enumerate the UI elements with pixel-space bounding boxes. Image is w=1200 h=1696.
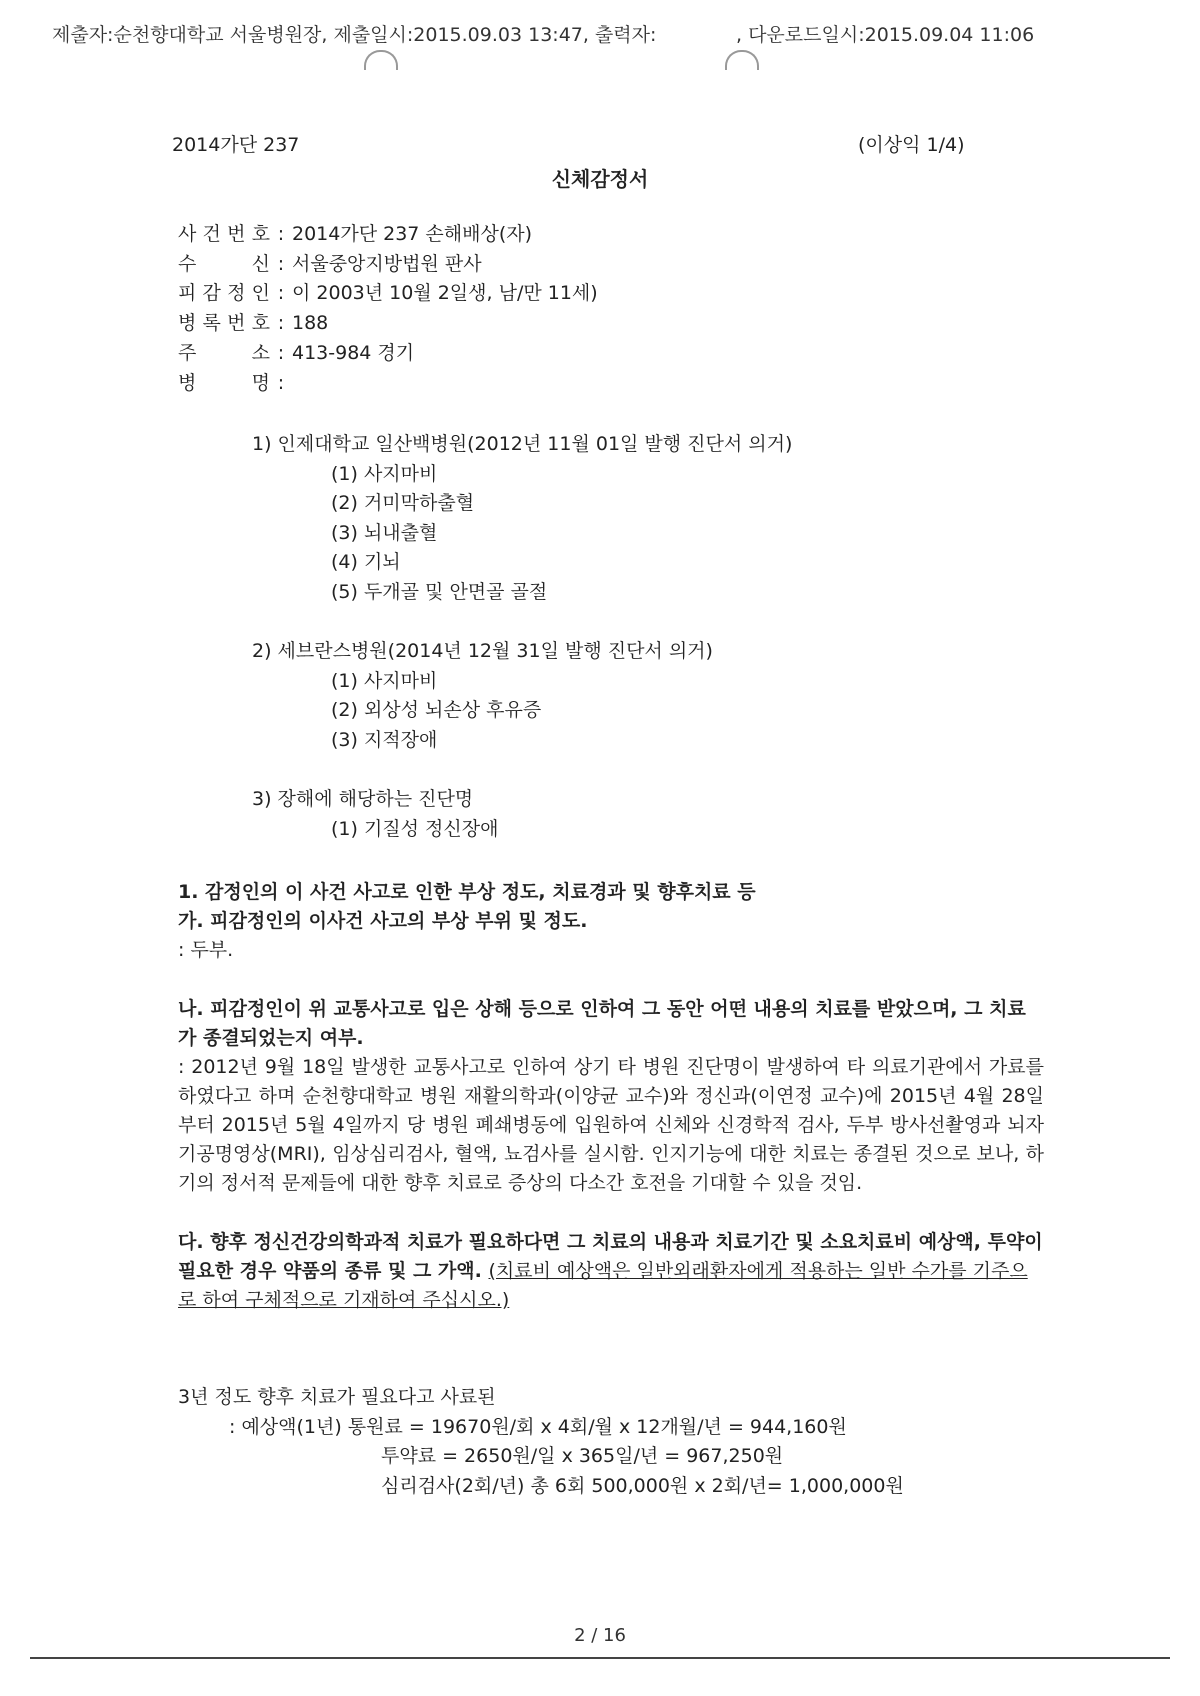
diagnosis-group [252, 637, 792, 755]
diagnosis-group [252, 430, 792, 607]
section-title: 나. 피감정인이 위 교통사고로 입은 상해 등으로 인하여 그 동안 어떤 내용의 치료를 받았으며, 그 치료가 종결되었는지 여부. [178, 998, 1026, 1049]
field-value: 2014가단 237 손해배상(자) [292, 223, 533, 245]
field-value: 서울중앙지방법원 판사 [292, 252, 482, 275]
diagnosis-list [252, 430, 792, 874]
list-item: (4) 기뇌 [331, 551, 401, 573]
field-key: 사 건 번 호 [178, 223, 270, 245]
bottom-divider [30, 1657, 1170, 1659]
section-title-text: 다. 향후 정신건강의학과적 치료가 필요하다면 그 치료의 내용과 치료기간 및 소요치료비 예상액, 투약이 필요한 경우 약품의 종류 및 그 가액. [178, 1231, 1043, 1282]
field-row: 병 명 : [178, 369, 598, 399]
field-key: 피 감 정 인 [178, 282, 270, 305]
download-info: , 다운로드일시:2015.09.04 11:06 [736, 24, 1035, 46]
section-title [178, 1228, 1044, 1315]
field-key: 주 소 [178, 341, 270, 364]
list-item: (2) 거미막하출혈 [331, 492, 475, 514]
submission-info: 제출자:순천향대학교 서울병원장, 제출일시:2015.09.03 13:47, 출력자: [52, 24, 657, 46]
punch-hole-mark [725, 50, 759, 70]
list-item: (3) 뇌내출혈 [331, 521, 438, 544]
diagnosis-group [252, 785, 792, 844]
estimate-line: 투약료 = 2650원/일 x 365일/년 = 967,250원 [381, 1445, 784, 1467]
diagnosis-heading: 3) 장해에 해당하는 진단명 [252, 788, 474, 810]
punch-hole-mark [364, 50, 398, 70]
list-item: (1) 사지마비 [331, 669, 438, 692]
field-key: 수 신 [178, 252, 270, 275]
estimate-intro: 3년 정도 향후 치료가 필요다고 사료된 [178, 1386, 496, 1408]
case-fields [178, 220, 598, 398]
assessment-body [178, 878, 1044, 1315]
section-title: 1. 감정인의 이 사건 사고로 인한 부상 정도, 치료경과 및 향후치료 등 [178, 881, 756, 903]
case-number-top: 2014가단 237 [172, 134, 300, 156]
page-number: 2 / 16 [574, 1625, 626, 1646]
section-answer: : 2012년 9월 18일 발생한 교통사고로 인하여 상기 타 병원 진단명이 발생하여 타 의료기관에서 가료를 하였다고 하며 순천향대학교 병원 재활의학과(이양균 교수)와 정신과(이연정 교수)에 2015년 4월 28일부터 2015년 5월 4일까지 당 병원 폐쇄병동에 입원하여 신체와 신경학적 검사, 두부 방사선촬영과 뇌자기공명영상(MRI), 임상심리검사, 혈액, 뇨검사를 실시함. 인지기능에 대한 치료는 종결된 것으로 보나, 하기의 정서적 문제들에 대한 향후 치료로 증상의 다소간 호전을 기대할 수 있을 것임. [178, 1056, 1044, 1194]
list-item: (3) 지적장애 [331, 728, 438, 751]
document-title: 신체감정서 [551, 167, 649, 191]
estimate-line: 심리검사(2회/년) 총 6회 500,000원 x 2회/년= 1,000,000원 [381, 1474, 904, 1497]
page-marker: (이상익 1/4) [858, 134, 965, 156]
field-row: 사 건 번 호 : 2014가단 237 손해배상(자) [178, 220, 598, 250]
list-item: (5) 두개골 및 안면골 골절 [331, 580, 548, 603]
list-item: (2) 외상성 뇌손상 후유증 [331, 699, 542, 721]
field-value: 413-984 경기 [292, 341, 415, 364]
estimate-line: : 예상액(1년) 통원료 = 19670원/회 x 4회/월 x 12개월/년 = 944,160원 [229, 1415, 847, 1438]
field-value: 이 2003년 10월 2일생, 남/만 11세) [292, 282, 598, 305]
field-row: 병 록 번 호 : 188 [178, 309, 598, 339]
diagnosis-heading: 2) 세브란스병원(2014년 12월 31일 발행 진단서 의거) [252, 640, 713, 662]
section-note: (치료비 예상액은 일반외래환자에게 적용하는 일반 수가를 기주으로 하여 구체적으로 기재하여 주십시오.) [178, 1260, 1028, 1311]
cost-estimate [178, 1383, 904, 1501]
field-value: 188 [292, 312, 329, 335]
submission-header [52, 20, 1162, 47]
field-key: 병 록 번 호 [178, 312, 270, 335]
field-row: 주 소 : 413-984 경기 [178, 339, 598, 369]
section-answer: : 두부. [178, 939, 234, 961]
section-title: 가. 피감정인의 이사건 사고의 부상 부위 및 정도. [178, 910, 588, 932]
field-key: 병 명 [178, 371, 270, 394]
list-item: (1) 기질성 정신장애 [331, 817, 499, 840]
field-row: 수 신 : 서울중앙지방법원 판사 [178, 250, 598, 280]
diagnosis-heading: 1) 인제대학교 일산백병원(2012년 11월 01일 발행 진단서 의거) [252, 433, 793, 455]
list-item: (1) 사지마비 [331, 462, 438, 485]
field-row: 피 감 정 인 : 이 2003년 10월 2일생, 남/만 11세) [178, 279, 598, 309]
